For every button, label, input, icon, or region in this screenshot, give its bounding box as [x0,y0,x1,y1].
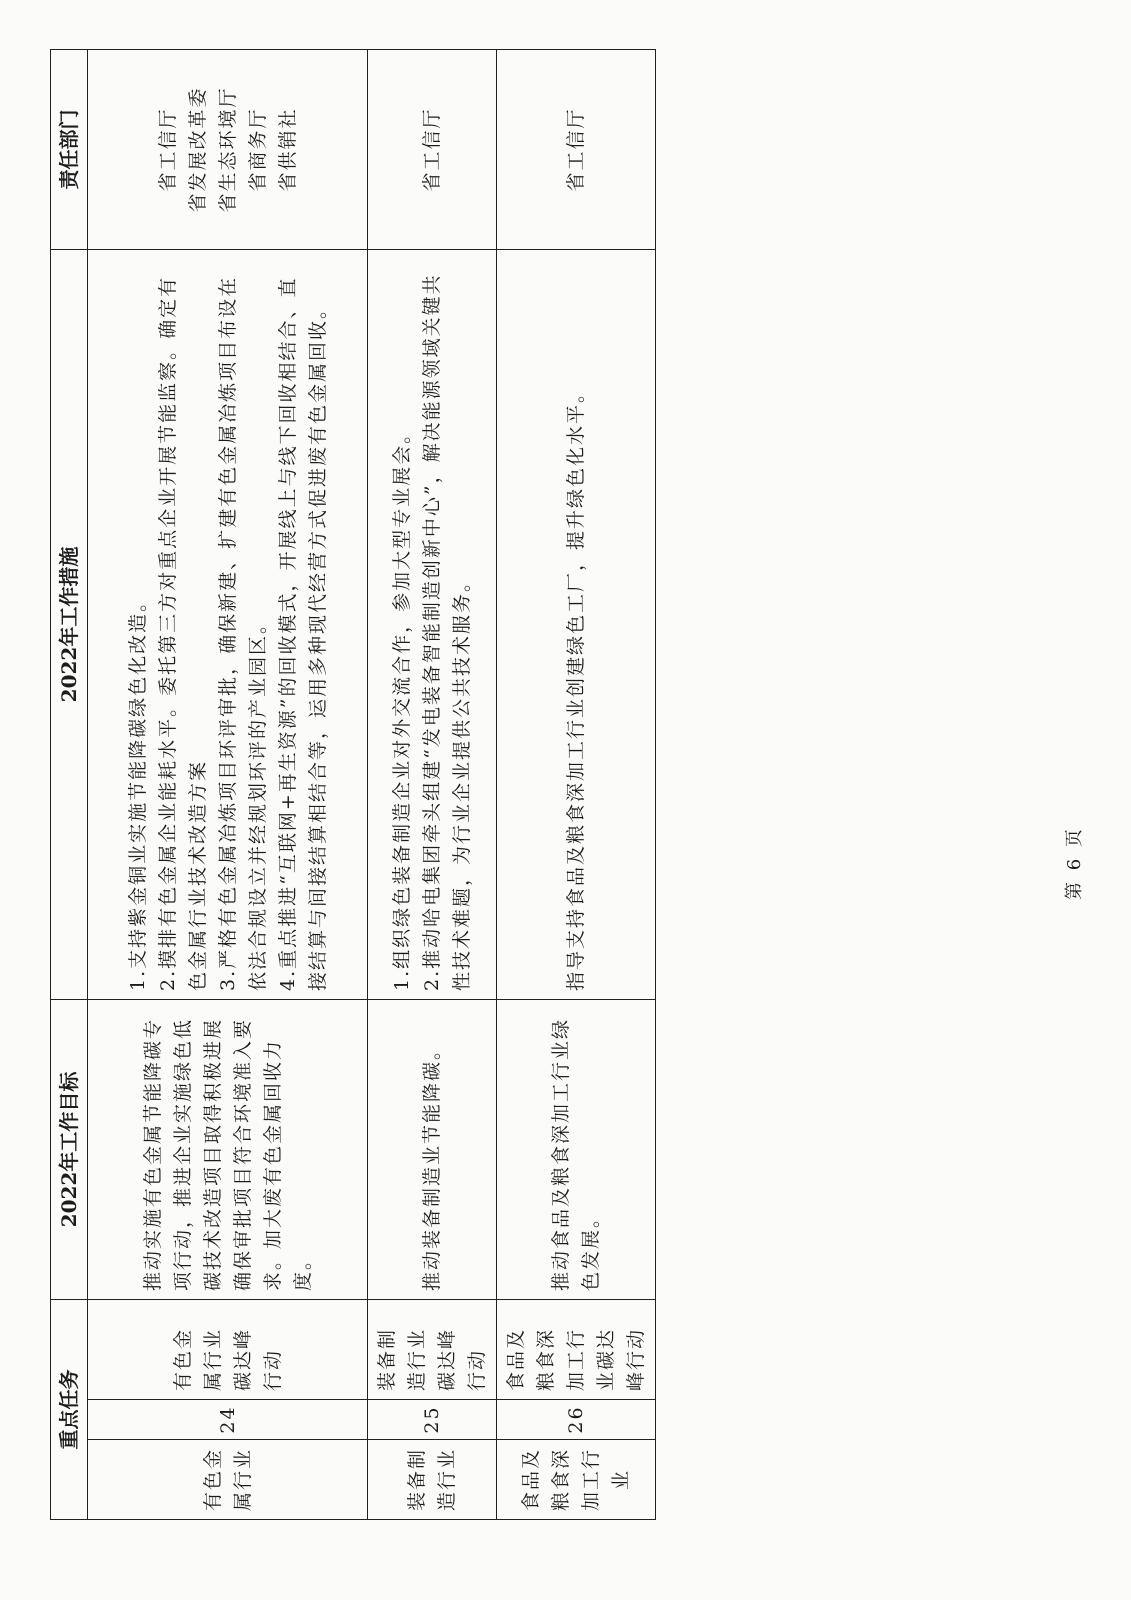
header-goal: 2022年工作目标 [51,999,88,1299]
dept-item: 省工信厅 [156,107,179,192]
dept-item: 省工信厅 [421,107,443,192]
row-task: 食品及粮食深加工行业碳达峰行动 [497,1299,656,1399]
row-dept [88,49,368,249]
measure-item: 1.组织绿色装备制造企业对外交流合作，参加大型专业展会。 [391,422,413,991]
dept-item: 省发展改革委 [186,86,209,213]
measure-item: 4.重点推进“互联网+再生资源”的回收模式，开展线上与线下回收相结合、直接结算与间接结算相结合等，运用多种现代经营方式促进废有色金属回收。 [276,276,329,991]
row-goal: 推动装备制造业节能降碳。 [368,999,497,1299]
row-task: 有色金属行业碳达峰行动 [88,1299,368,1399]
table-header-row [51,49,88,1519]
measure-item: 2.摸排有色金属企业能耗水平。委托第三方对重点企业开展节能监察。确定有色金属行业技术改造方案 [156,275,209,991]
row-goal: 推动食品及粮食深加工行业绿色发展。 [497,999,656,1299]
dept-item: 省生态环境厅 [216,86,239,213]
measure-item: 3.严格有色金属冶炼项目环评审批，确保新建、扩建有色金属冶炼项目布设在依法合规设立并经规划环评的产业园区。 [216,275,269,991]
dept-item: 省供销社 [276,107,299,192]
dept-item: 省商务厅 [246,107,269,192]
table-row [497,49,656,1519]
row-task: 装备制造行业碳达峰行动 [368,1299,497,1399]
table-row [368,49,497,1519]
header-dept: 责任部门 [51,49,88,249]
row-measures [497,249,656,999]
row-measures [368,249,497,999]
row-number: 26 [497,1400,656,1440]
row-category: 食品及粮食深加工行业 [497,1440,656,1520]
row-number: 24 [88,1400,368,1440]
page-number: 第 6 页 [1064,826,1085,900]
row-category: 装备制造行业 [368,1440,497,1520]
row-dept [368,49,497,249]
measure-item: 2.推动哈电集团牵头组建“发电装备智能制造创新中心”，解决能源领域关键共性技术难题，为行业企业提供公共技术服务。 [421,273,473,991]
row-dept [497,49,656,249]
header-task: 重点任务 [51,1299,88,1519]
header-measures: 2022年工作措施 [51,249,88,999]
row-measures [88,249,368,999]
measure-item: 1.支持紫金铜业实施节能降碳绿色化改造。 [126,590,149,991]
dept-item: 省工信厅 [565,107,587,192]
row-category: 有色金属行业 [88,1440,368,1520]
table-row [88,49,368,1519]
row-goal: 推动实施有色金属节能降碳专项行动，推进企业实施绿色低碳技术改造项目取得积极进展确保审批项目符合环境准入要求。加大废有色金属回收力度。 [88,999,368,1299]
row-number: 25 [368,1400,497,1440]
measure-item: 指导支持食品及粮食深加工行业创建绿色工厂，提升绿色化水平。 [565,381,587,991]
work-plan-table [50,49,656,1520]
